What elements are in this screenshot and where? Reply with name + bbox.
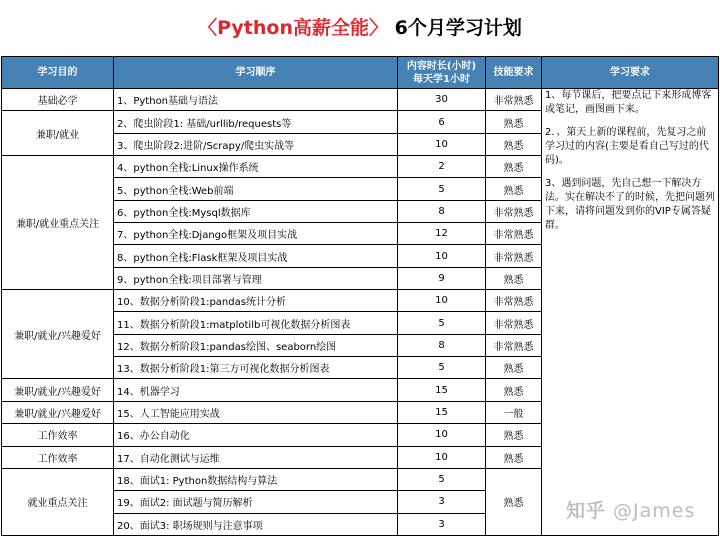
- hours-cell: 10: [398, 424, 486, 446]
- hours-cell: 30: [398, 89, 486, 111]
- level-cell: 非常熟悉: [486, 200, 542, 222]
- header-level: 技能要求: [486, 57, 542, 89]
- hours-cell: 3: [398, 513, 486, 535]
- hours-cell: 10: [398, 446, 486, 468]
- header-goal: 学习目的: [2, 57, 114, 89]
- requirement-item: 1、每节课后，把要点记下来形成博客或笔记，画图画下来。: [545, 90, 712, 115]
- level-cell: 非常熟悉: [486, 245, 542, 267]
- level-cell: 非常熟悉: [486, 223, 542, 245]
- hours-cell: 8: [398, 200, 486, 222]
- table-row: [2, 89, 719, 111]
- order-cell: 19、面试2: 面试题与简历解析: [114, 491, 398, 513]
- level-cell: 熟悉: [486, 424, 542, 446]
- level-cell: 熟悉: [486, 468, 542, 535]
- level-cell: 熟悉: [486, 446, 542, 468]
- order-cell: 20、面试3: 职场规则与注意事项: [114, 513, 398, 535]
- header-requirements: 学习要求: [542, 57, 719, 89]
- table-header: [2, 57, 719, 89]
- order-cell: 12、数据分析阶段1:pandas绘图、seaborn绘图: [114, 334, 398, 356]
- page-title: [0, 0, 720, 56]
- level-cell: 非常熟悉: [486, 290, 542, 312]
- header-duration-line2: 每天学1小时: [413, 73, 470, 85]
- level-cell: 熟悉: [486, 156, 542, 178]
- order-cell: 5、python全栈:Web前端: [114, 178, 398, 200]
- hours-cell: 10: [398, 133, 486, 155]
- order-cell: 16、办公自动化: [114, 424, 398, 446]
- hours-cell: 12: [398, 223, 486, 245]
- requirement-item: 3、遇到问题，先自己想一下解决方法。实在解决不了的时候，先把问题列下来，请将问题发到你的VIP专属答疑群。: [545, 178, 715, 231]
- hours-cell: 5: [398, 357, 486, 379]
- hours-cell: 10: [398, 290, 486, 312]
- hours-cell: 6: [398, 111, 486, 133]
- requirements-cell: [542, 89, 719, 536]
- level-cell: 熟悉: [486, 133, 542, 155]
- header-order: 学习顺序: [114, 57, 398, 89]
- header-duration: [398, 57, 486, 89]
- hours-cell: 10: [398, 245, 486, 267]
- goal-cell: 兼职/就业/兴趣爱好: [2, 290, 114, 379]
- order-cell: 14、机器学习: [114, 379, 398, 401]
- order-cell: 8、python全栈:Flask框架及项目实战: [114, 245, 398, 267]
- order-cell: 3、爬虫阶段2:进阶/Scrapy/爬虫实战等: [114, 133, 398, 155]
- level-cell: 熟悉: [486, 267, 542, 289]
- plan-duration: 6个月学习计划: [388, 17, 522, 39]
- level-cell: 非常熟悉: [486, 312, 542, 334]
- goal-cell: 就业重点关注: [2, 468, 114, 535]
- level-cell: 熟悉: [486, 379, 542, 401]
- goal-cell: 兼职/就业: [2, 111, 114, 156]
- goal-cell: 兼职/就业重点关注: [2, 156, 114, 290]
- level-cell: 熟悉: [486, 178, 542, 200]
- order-cell: 17、自动化测试与运维: [114, 446, 398, 468]
- order-cell: 2、爬虫阶段1: 基础/urllib/requests等: [114, 111, 398, 133]
- order-cell: 6、python全栈:Mysql数据库: [114, 200, 398, 222]
- order-cell: 7、python全栈:Django框架及项目实战: [114, 223, 398, 245]
- level-cell: 非常熟悉: [486, 89, 542, 111]
- goal-cell: 基础必学: [2, 89, 114, 111]
- level-cell: 非常熟悉: [486, 334, 542, 356]
- order-cell: 13、数据分析阶段1:第三方可视化数据分析图表: [114, 357, 398, 379]
- order-cell: 4、python全栈:Linux操作系统: [114, 156, 398, 178]
- hours-cell: 15: [398, 379, 486, 401]
- hours-cell: 15: [398, 401, 486, 423]
- order-cell: 1、Python基础与语法: [114, 89, 398, 111]
- goal-cell: 兼职/就业/兴趣爱好: [2, 401, 114, 423]
- goal-cell: 工作效率: [2, 424, 114, 446]
- goal-cell: 工作效率: [2, 446, 114, 468]
- hours-cell: 5: [398, 312, 486, 334]
- level-cell: 熟悉: [486, 111, 542, 133]
- hours-cell: 9: [398, 267, 486, 289]
- hours-cell: 5: [398, 468, 486, 490]
- table-body: [2, 89, 719, 536]
- zhihu-logo: 知乎: [566, 500, 607, 522]
- hours-cell: 8: [398, 334, 486, 356]
- order-cell: 10、数据分析阶段1:pandas统计分析: [114, 290, 398, 312]
- order-cell: 15、人工智能应用实战: [114, 401, 398, 423]
- hours-cell: 2: [398, 156, 486, 178]
- course-name: 〈Python高薪全能〉: [198, 17, 388, 39]
- level-cell: 一般: [486, 401, 542, 423]
- order-cell: 18、面试1: Python数据结构与算法: [114, 468, 398, 490]
- header-duration-line1: 内容时长(小时): [406, 60, 477, 72]
- hours-cell: 5: [398, 178, 486, 200]
- goal-cell: 兼职/就业/兴趣爱好: [2, 379, 114, 401]
- order-cell: 9、python全栈:项目部署与管理: [114, 267, 398, 289]
- level-cell: 熟悉: [486, 357, 542, 379]
- order-cell: 11、数据分析阶段1:matplotilb可视化数据分析图表: [114, 312, 398, 334]
- watermark-author: @James: [606, 500, 696, 522]
- hours-cell: 3: [398, 491, 486, 513]
- watermark: [566, 496, 695, 523]
- requirement-item: 2．、第天上新的课程前，先复习之前学习过的内容(主要是看自己写过的代码)。: [545, 127, 709, 166]
- study-plan-table: [1, 56, 719, 536]
